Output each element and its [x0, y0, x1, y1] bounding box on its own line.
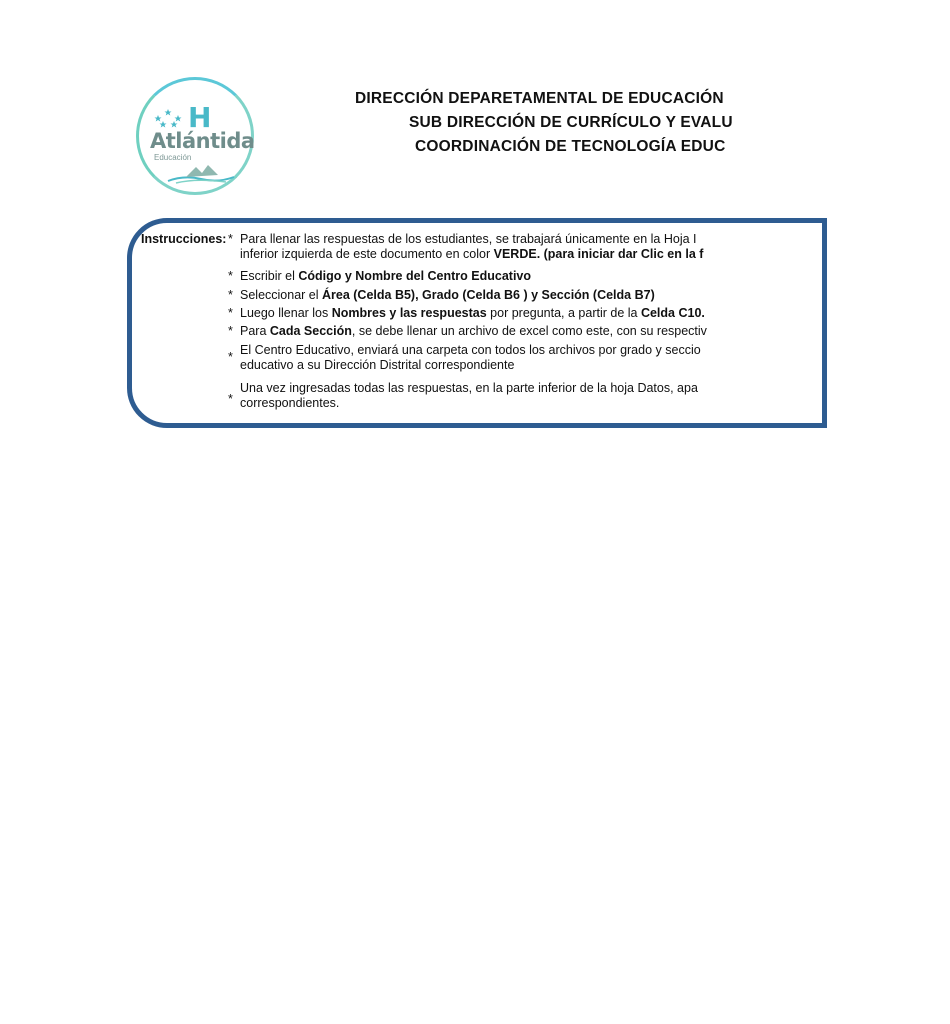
logo-mark: H: [188, 101, 212, 134]
instructions-label: Instrucciones:: [141, 232, 227, 246]
instruction-item-1: [228, 232, 704, 261]
bullet: *: [228, 350, 233, 364]
landscape-icon: [166, 161, 236, 185]
bullet: *: [228, 232, 233, 246]
bullet: *: [228, 306, 233, 320]
stars-icon: [154, 107, 188, 129]
bullet: *: [228, 324, 233, 338]
instruction-text: correspondientes.: [240, 396, 340, 410]
bullet: *: [228, 392, 233, 406]
instruction-text: Luego llenar los Nombres y las respuestas por pregunta, a partir de la Celda C10.: [240, 306, 705, 320]
instruction-item-4: [228, 306, 705, 321]
bullet: *: [228, 269, 233, 283]
atlantida-education-logo: [136, 77, 254, 195]
instruction-item-5: [228, 324, 707, 339]
instruction-item-2: [228, 269, 532, 284]
instruction-item-3: [228, 288, 655, 303]
heading-direction: DIRECCIÓN DEPARETAMENTAL DE EDUCACIÓN: [355, 90, 724, 107]
bullet: *: [228, 288, 233, 302]
heading-subdirection: SUB DIRECCIÓN DE CURRÍCULO Y EVALU: [409, 114, 733, 131]
instruction-text: Seleccionar el Área (Celda B5), Grado (Celda B6 ) y Sección (Celda B7): [240, 288, 655, 302]
instruction-text: Para Cada Sección, se debe llenar un archivo de excel como este, con su respectiv: [240, 324, 707, 338]
instruction-text: El Centro Educativo, enviará una carpeta con todos los archivos por grado y seccio: [240, 343, 701, 357]
instruction-text: educativo a su Dirección Distrital correspondiente: [240, 358, 515, 372]
heading-coordination: COORDINACIÓN DE TECNOLOGÍA EDUC: [415, 138, 726, 155]
logo-subtitle: Educación: [154, 153, 192, 162]
logo-name: Atlántida: [150, 129, 255, 153]
instruction-text: inferior izquierda de este documento en color VERDE. (para iniciar dar Clic en la f: [240, 247, 704, 261]
instruction-text: Para llenar las respuestas de los estudiantes, se trabajará únicamente en la Hoja I: [240, 232, 697, 246]
instruction-text: Una vez ingresadas todas las respuestas, en la parte inferior de la hoja Datos, apa: [240, 381, 698, 395]
instruction-text: Escribir el Código y Nombre del Centro Educativo: [240, 269, 532, 283]
